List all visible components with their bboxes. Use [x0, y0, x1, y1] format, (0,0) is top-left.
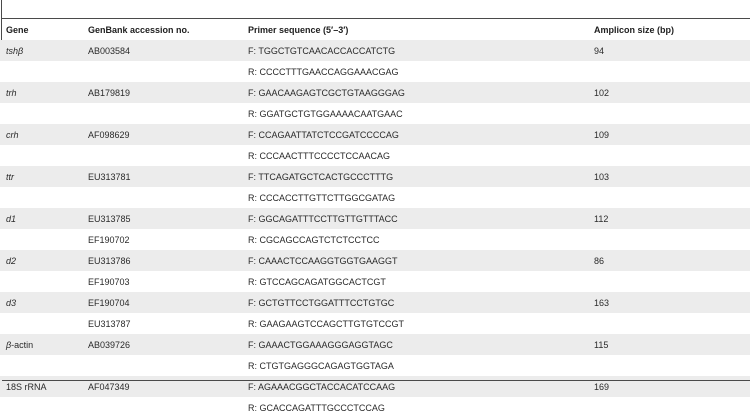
accession-cell — [82, 397, 242, 418]
gene-cell: crh — [0, 124, 82, 145]
accession-cell: EU313786 — [82, 250, 242, 271]
amplicon-cell — [588, 397, 750, 418]
table-row — [0, 40, 750, 61]
amplicon-cell — [588, 103, 750, 124]
gene-cell — [0, 271, 82, 292]
primer-cell: F: AGAAACGGCTACCACATCCAAG — [242, 376, 588, 397]
table-body — [0, 40, 750, 418]
primer-cell: F: GAAACTGGAAAGGGAGGTAGC — [242, 334, 588, 355]
primer-cell: F: CCAGAATTATCTCCGATCCCCAG — [242, 124, 588, 145]
primer-cell: R: CTGTGAGGGCAGAGTGGTAGA — [242, 355, 588, 376]
gene-cell — [0, 103, 82, 124]
primer-cell: R: GGATGCTGTGGAAAACAATGAAC — [242, 103, 588, 124]
gene-cell: 18S rRNA — [0, 376, 82, 397]
table-row — [0, 124, 750, 145]
amplicon-cell — [588, 355, 750, 376]
header-gene: Gene — [6, 24, 29, 35]
amplicon-cell: 86 — [588, 250, 750, 271]
table-row — [0, 103, 750, 124]
primer-cell: R: GTCCAGCAGATGGCACTCGT — [242, 271, 588, 292]
gene-cell: trh — [0, 82, 82, 103]
header-primer: Primer sequence (5′–3′) — [248, 24, 349, 35]
gene-cell: d1 — [0, 208, 82, 229]
accession-cell: AF098629 — [82, 124, 242, 145]
gene-cell — [0, 397, 82, 418]
table-row — [0, 82, 750, 103]
accession-cell: EU313785 — [82, 208, 242, 229]
accession-cell: EU313781 — [82, 166, 242, 187]
gene-cell — [0, 313, 82, 334]
table-row — [0, 397, 750, 418]
amplicon-cell — [588, 271, 750, 292]
primer-cell: F: CAAACTCCAAGGTGGTGAAGGT — [242, 250, 588, 271]
primer-cell: R: GCACCAGATTTGCCCTCCAG — [242, 397, 588, 418]
primer-table — [0, 19, 750, 418]
primer-cell: F: GAACAAGAGTCGCTGTAAGGGAG — [242, 82, 588, 103]
accession-cell — [82, 61, 242, 82]
primer-cell: F: TTCAGATGCTCACTGCCCTTTG — [242, 166, 588, 187]
primer-cell: F: TGGCTGTCAACACCACCATCTG — [242, 40, 588, 61]
header-amplicon: Amplicon size (bp) — [594, 24, 675, 35]
gene-cell: tshβ — [0, 40, 82, 61]
gene-cell — [0, 355, 82, 376]
primer-cell: R: CCCACCTTGTTCTTGGCGATAG — [242, 187, 588, 208]
primer-cell: R: CGCAGCCAGTCTCTCCTCC — [242, 229, 588, 250]
gene-cell — [0, 229, 82, 250]
gene-cell — [0, 187, 82, 208]
accession-cell — [82, 103, 242, 124]
gene-cell: ttr — [0, 166, 82, 187]
accession-cell: EF190702 — [82, 229, 242, 250]
amplicon-cell — [588, 61, 750, 82]
amplicon-cell: 102 — [588, 82, 750, 103]
gene-cell — [0, 61, 82, 82]
amplicon-cell — [588, 145, 750, 166]
header-row — [0, 19, 750, 40]
primer-cell: R: CCCAACTTTCCCCTCCAACAG — [242, 145, 588, 166]
accession-cell: AF047349 — [82, 376, 242, 397]
table-row — [0, 271, 750, 292]
table-row — [0, 187, 750, 208]
accession-cell: AB179819 — [82, 82, 242, 103]
amplicon-cell — [588, 313, 750, 334]
primer-cell: F: GCTGTTCCTGGATTTCCTGTGC — [242, 292, 588, 313]
amplicon-cell: 169 — [588, 376, 750, 397]
table-row — [0, 250, 750, 271]
table-bottom-rule — [2, 380, 750, 381]
accession-cell: AB039726 — [82, 334, 242, 355]
amplicon-cell: 163 — [588, 292, 750, 313]
amplicon-cell — [588, 229, 750, 250]
amplicon-cell: 94 — [588, 40, 750, 61]
accession-cell: EF190704 — [82, 292, 242, 313]
gene-cell: d2 — [0, 250, 82, 271]
table-row — [0, 334, 750, 355]
gene-cell: d3 — [0, 292, 82, 313]
table-row — [0, 355, 750, 376]
table-row — [0, 61, 750, 82]
accession-cell: EF190703 — [82, 271, 242, 292]
amplicon-cell: 103 — [588, 166, 750, 187]
accession-cell — [82, 187, 242, 208]
table-row — [0, 145, 750, 166]
gene-cell — [0, 145, 82, 166]
amplicon-cell: 109 — [588, 124, 750, 145]
table-row — [0, 229, 750, 250]
table-row — [0, 208, 750, 229]
header-accession: GenBank accession no. — [88, 24, 190, 35]
table-row — [0, 166, 750, 187]
gene-cell: β-actin — [0, 334, 82, 355]
amplicon-cell: 115 — [588, 334, 750, 355]
primer-cell: F: GGCAGATTTCCTTGTTGTTTACC — [242, 208, 588, 229]
table-row — [0, 292, 750, 313]
primer-cell: R: CCCCTTTGAACCAGGAAACGAG — [242, 61, 588, 82]
amplicon-cell — [588, 187, 750, 208]
accession-cell: AB003584 — [82, 40, 242, 61]
primer-cell: R: GAAGAAGTCCAGCTTGTGTCCGT — [242, 313, 588, 334]
accession-cell — [82, 355, 242, 376]
amplicon-cell: 112 — [588, 208, 750, 229]
table-row — [0, 313, 750, 334]
accession-cell: EU313787 — [82, 313, 242, 334]
accession-cell — [82, 145, 242, 166]
